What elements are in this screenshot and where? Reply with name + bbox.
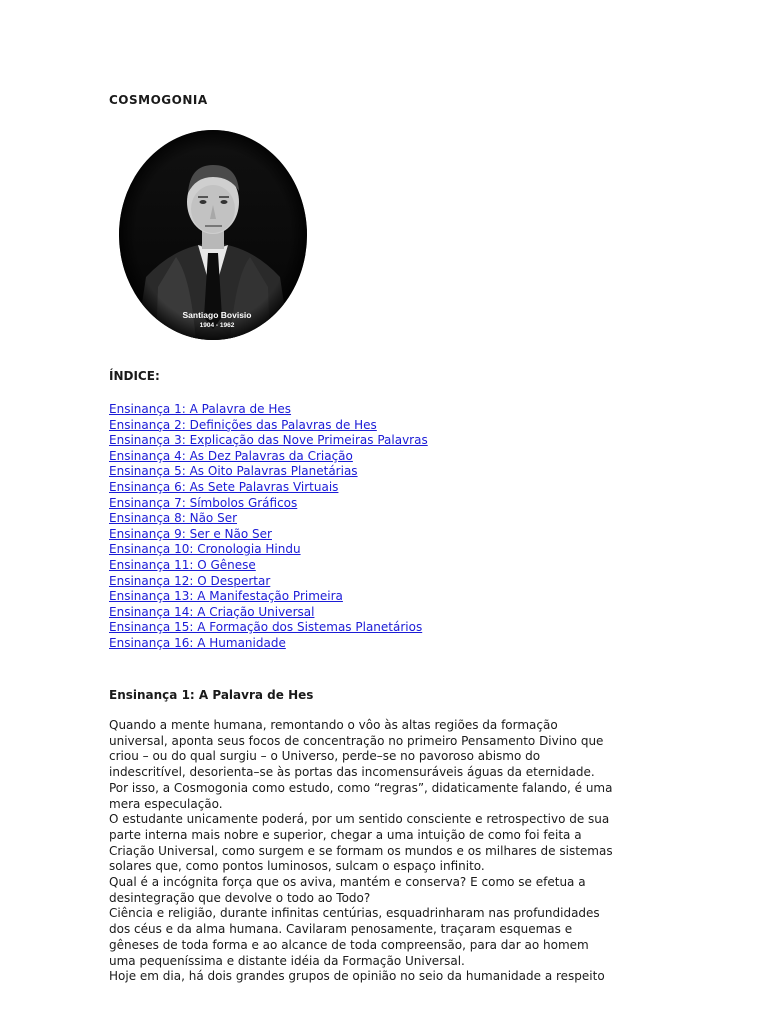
text-line: Qual é a incógnita força que os aviva, mantém e conserva? E como se efetua a bbox=[109, 875, 586, 890]
toc-item bbox=[109, 605, 428, 621]
toc-link-6[interactable]: Ensinança 6: As Sete Palavras Virtuais bbox=[109, 479, 339, 494]
toc-item bbox=[109, 496, 428, 512]
toc-link-11[interactable]: Ensinança 11: O Gênese bbox=[109, 557, 256, 572]
section-heading: Ensinança 1: A Palavra de Hes bbox=[109, 688, 314, 702]
toc-link-16[interactable]: Ensinança 16: A Humanidade bbox=[109, 635, 286, 650]
toc-link-4[interactable]: Ensinança 4: As Dez Palavras da Criação bbox=[109, 448, 353, 463]
toc-link-7[interactable]: Ensinança 7: Símbolos Gráficos bbox=[109, 495, 298, 510]
table-of-contents bbox=[109, 402, 428, 652]
paragraph bbox=[109, 812, 669, 875]
portrait-caption-name: Santiago Bovisio bbox=[182, 310, 252, 320]
section-body bbox=[109, 718, 669, 985]
toc-item bbox=[109, 433, 428, 449]
toc-link-1[interactable]: Ensinança 1: A Palavra de Hes bbox=[109, 402, 292, 416]
toc-link-9[interactable]: Ensinança 9: Ser e Não Ser bbox=[109, 526, 272, 541]
toc-item bbox=[109, 511, 428, 527]
toc-link-12[interactable]: Ensinança 12: O Despertar bbox=[109, 573, 271, 588]
paragraph bbox=[109, 906, 669, 969]
toc-item bbox=[109, 449, 428, 465]
paragraph bbox=[109, 875, 669, 906]
portrait-caption-years: 1904 - 1962 bbox=[199, 322, 235, 329]
toc-item bbox=[109, 418, 428, 434]
toc-link-15[interactable]: Ensinança 15: A Formação dos Sistemas Planetários bbox=[109, 620, 423, 635]
toc-item bbox=[109, 527, 428, 543]
toc-link-10[interactable]: Ensinança 10: Cronologia Hindu bbox=[109, 542, 301, 557]
text-line: parte interna mais nobre e superior, chegar a uma intuição de como foi feita a bbox=[109, 827, 582, 842]
toc-item bbox=[109, 480, 428, 496]
toc-item bbox=[109, 620, 428, 636]
toc-link-13[interactable]: Ensinança 13: A Manifestação Primeira bbox=[109, 589, 343, 604]
text-line: uma pequeníssima e distante idéia da Formação Universal. bbox=[109, 953, 465, 968]
text-line: universal, aponta seus focos de concentração no primeiro Pensamento Divino que bbox=[109, 733, 604, 748]
text-line: indescritível, desorienta–se às portas das incomensuráveis águas da eternidade. bbox=[109, 765, 595, 780]
text-line: desintegração que devolve o todo ao Todo? bbox=[109, 890, 371, 905]
text-line: O estudante unicamente poderá, por um sentido consciente e retrospectivo de sua bbox=[109, 812, 610, 827]
toc-item bbox=[109, 636, 428, 652]
text-line: mera especulação. bbox=[109, 796, 223, 811]
text-line: solares que, como pontos luminosos, sulcam o espaço infinito. bbox=[109, 859, 485, 874]
toc-link-8[interactable]: Ensinança 8: Não Ser bbox=[109, 511, 238, 526]
text-line: criou – ou do qual surgiu – o Universo, perde–se no pavoroso abismo do bbox=[109, 749, 541, 764]
toc-item bbox=[109, 558, 428, 574]
toc-link-5[interactable]: Ensinança 5: As Oito Palavras Planetárias bbox=[109, 464, 358, 479]
paragraph bbox=[109, 718, 669, 812]
text-line: Quando a mente humana, remontando o vôo às altas regiões da formação bbox=[109, 718, 558, 732]
toc-item bbox=[109, 402, 428, 418]
toc-item bbox=[109, 589, 428, 605]
index-heading: ÍNDICE: bbox=[109, 369, 160, 383]
toc-link-3[interactable]: Ensinança 3: Explicação das Nove Primeiras Palavras bbox=[109, 433, 428, 448]
toc-item bbox=[109, 464, 428, 480]
portrait-photo bbox=[116, 127, 310, 343]
toc-item bbox=[109, 542, 428, 558]
toc-item bbox=[109, 574, 428, 590]
text-line: gêneses de toda forma e ao alcance de toda compreensão, para dar ao homem bbox=[109, 937, 589, 952]
text-line: dos céus e da alma humana. Cavilaram penosamente, traçaram esquemas e bbox=[109, 922, 573, 937]
toc-link-2[interactable]: Ensinança 2: Definições das Palavras de Hes bbox=[109, 417, 377, 432]
toc-link-14[interactable]: Ensinança 14: A Criação Universal bbox=[109, 604, 315, 619]
page-title: COSMOGONIA bbox=[109, 93, 208, 107]
text-line: Criação Universal, como surgem e se formam os mundos e os milhares de sistemas bbox=[109, 843, 613, 858]
text-line: Por isso, a Cosmogonia como estudo, como “regras”, didaticamente falando, é uma bbox=[109, 780, 613, 795]
text-line: Ciência e religião, durante infinitas centúrias, esquadrinharam nas profundidades bbox=[109, 906, 600, 921]
text-line: Hoje em dia, há dois grandes grupos de opinião no seio da humanidade a respeito bbox=[109, 969, 605, 984]
paragraph bbox=[109, 969, 669, 985]
